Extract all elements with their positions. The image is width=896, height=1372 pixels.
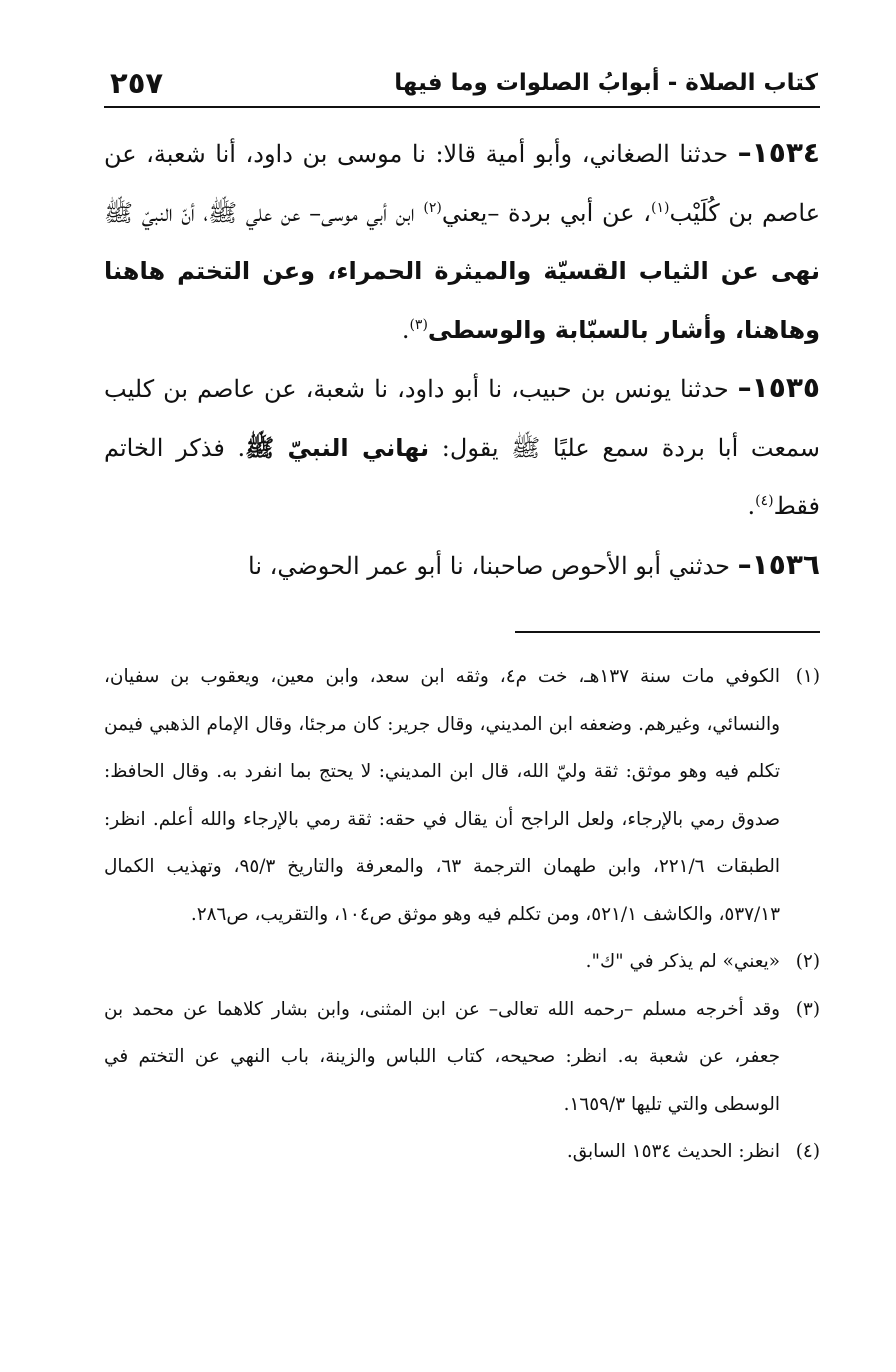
footnote-number: (٤) <box>795 1141 820 1162</box>
hadith-number: ١٥٣٦ <box>751 547 820 581</box>
footnote-3 <box>104 986 820 1129</box>
footnote-text: وقد أخرجه مسلم –رحمه الله تعالى– عن ابن المثنى، وابن بشار كلاهما عن محمد بن جعفر، عن شعبة به. انظر: صحيحه، كتاب اللباس والزينة، باب النهي عن التختم في الوسطى والتي تليها ١٦٥٩/٣. <box>104 998 780 1115</box>
hadith-text: ، عن أبي بردة –يعني <box>441 198 652 227</box>
hadith-number: ١٥٣٤ <box>751 136 820 169</box>
hadith-text: . <box>747 492 756 520</box>
hadith-text: . فذكر الخاتم فقط <box>104 433 820 520</box>
book-page <box>104 60 820 1320</box>
hadith-1534 <box>104 124 820 359</box>
running-header <box>104 60 820 108</box>
footnote-text: الكوفي مات سنة ١٣٧هـ، خت م٤، وثقه ابن سعد، وابن معين، ويعقوب بن سفيان، والنسائي، وغيرهم. وضعفه ابن المديني، وقال جرير: كان مرجئا، وقال الإمام الذهبي فيمن تكلم فيه وهو موثق: ثقة وليّ الله، قال ابن المديني: لا يحتج بما انفرد به. وقال الحافظ: صدوق رمي بالإرجاء، ولعل الراجح أن يقال في حقه: ثقة رمي بالإرجاء والله أعلم. انظر: الطبقات ٢٢١/٦، وابن طهمان الترجمة ٦٣، والمعرفة والتاريخ ٩٥/٣، وتهذيب الكمال ٥٣٧/١٣، والكاشف ٥٢١/١، ومن تكلم فيه وهو موثق ص١٠٤، والتقريب، ص٢٨٦. <box>104 666 780 925</box>
hadith-dash: – <box>737 136 752 169</box>
footnote-ref[interactable]: (٢) <box>423 199 442 216</box>
page-number: ٢٥٧ <box>110 66 164 100</box>
footnote-ref[interactable]: (١) <box>651 199 670 216</box>
hadith-text: ابن أبي موسى– عن علي ﷺ، أنّ النبيّ ﷺ <box>104 198 424 227</box>
hadith-text: حدثني أبو الأحوص صاحبنا، نا أبو عمر الحوضي، نا <box>248 551 738 580</box>
footnote-number: (١) <box>795 666 820 687</box>
footnote-text: «يعني» لم يذكر في "ك". <box>585 951 780 972</box>
footnote-2 <box>104 938 820 986</box>
hadith-matn-bold: نهى عن الثياب القسيّة والميثرة الحمراء، وعن التختم هاهنا وهاهنا، وأشار بالسبّابة والوسطى <box>104 257 820 344</box>
hadith-matn-bold: نهاني النبيّ ﷺ <box>245 433 430 462</box>
footnote-separator <box>515 631 820 633</box>
hadith-text: . <box>401 315 410 344</box>
footnote-ref[interactable]: (٣) <box>409 316 428 333</box>
footnote-ref[interactable]: (٤) <box>755 493 774 509</box>
chapter-title: كتاب الصلاة - أبوابُ الصلوات وما فيها <box>394 70 818 96</box>
hadith-1536 <box>104 536 820 596</box>
footnote-4 <box>104 1128 820 1176</box>
footnote-number: (٣) <box>795 998 820 1020</box>
footnote-number: (٢) <box>795 951 820 972</box>
footnote-1 <box>104 653 820 938</box>
hadith-dash: – <box>737 371 752 404</box>
hadith-number: ١٥٣٥ <box>751 371 820 404</box>
hadith-text: حدثنا الصغاني، وأبو أمية قالا: نا موسى بن داود، أنا شعبة، عن عاصم بن كُلَيْب <box>104 140 821 227</box>
footnotes <box>104 653 820 1176</box>
hadith-dash: – <box>737 547 752 581</box>
main-text <box>104 124 820 595</box>
hadith-text: حدثنا يونس بن حبيب، نا أبو داود، نا شعبة، عن عاصم بن كليب سمعت أبا بردة سمع عليًا ﷺ يقول: <box>104 375 821 462</box>
hadith-1535 <box>104 359 820 536</box>
footnote-text: انظر: الحديث ١٥٣٤ السابق. <box>566 1141 780 1162</box>
